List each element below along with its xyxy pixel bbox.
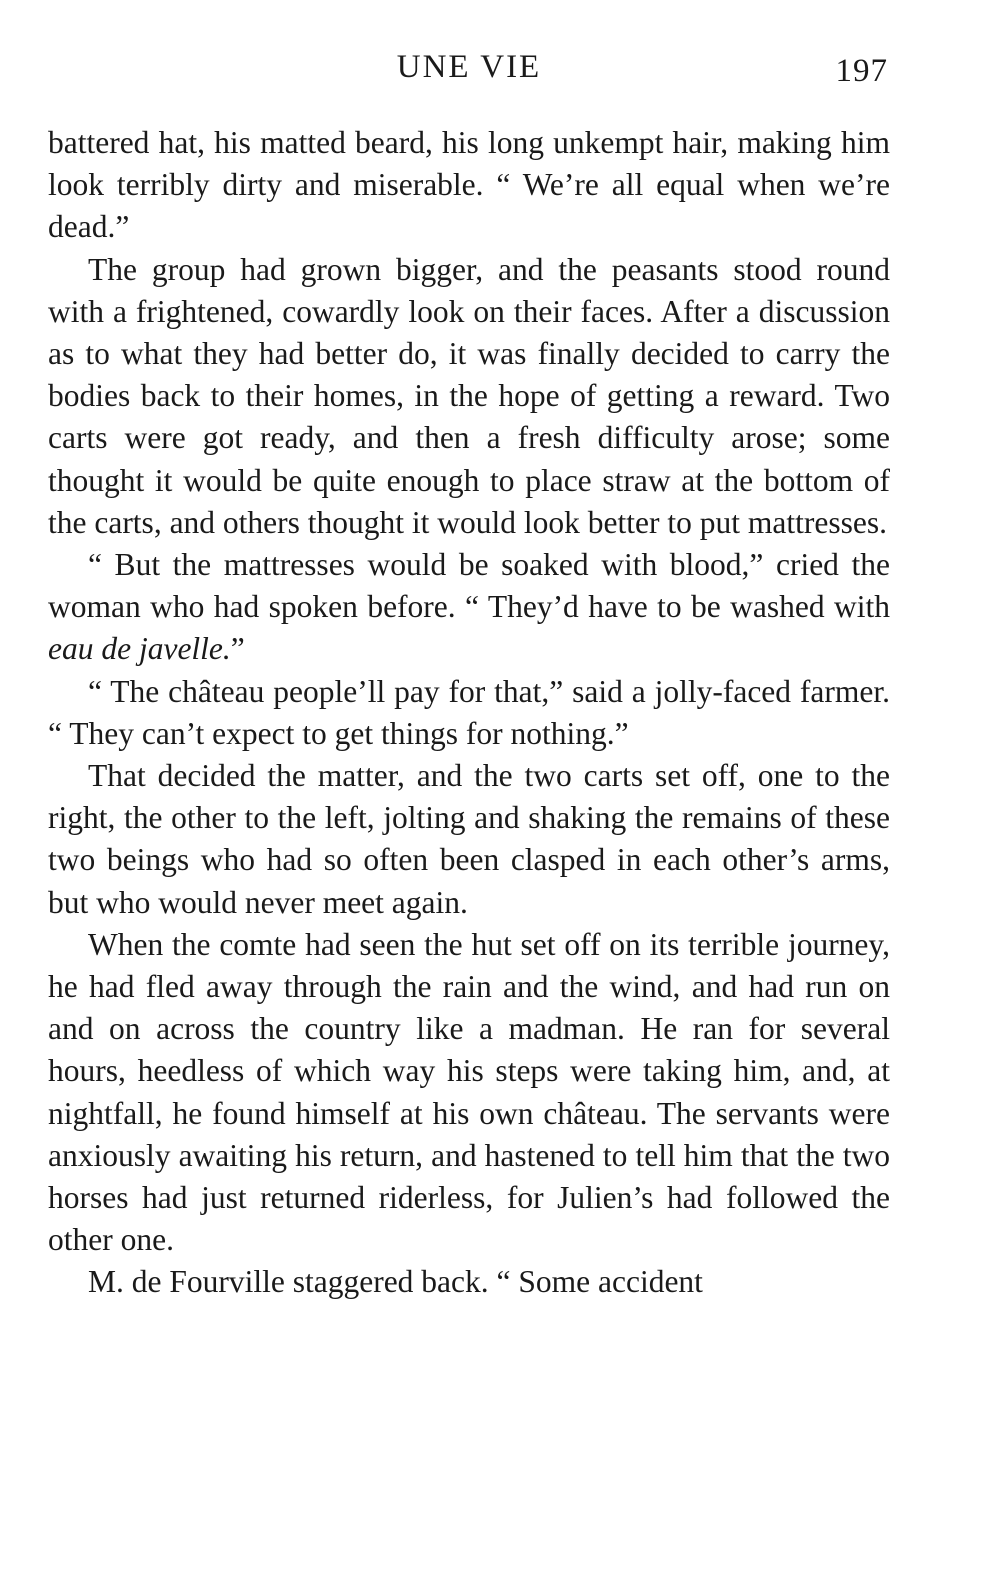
paragraph	[48, 755, 890, 924]
page-number: 197	[835, 53, 888, 89]
text-run: ”	[230, 631, 245, 667]
body-text	[48, 122, 890, 1304]
text-run: The group had grown bigger, and the peasants stood round with a frightened, cowardly look on their faces. After a discussion as to what they had better do, it was finally decided to carry the bodies back to their homes, in the hope of getting a reward. Two carts were got ready, and then a fresh difficulty arose; some thought it would be quite enough to place straw at the bottom of the carts, and others thought it would look better to put mattresses.	[48, 251, 890, 540]
text-run: That decided the matter, and the two carts set off, one to the right, the other to the left, jolting and shaking the remains of these two beings who had so often been clasped in each other’s arms, but who would never meet again.	[48, 758, 890, 920]
italic-phrase: eau de javelle.	[48, 631, 231, 667]
text-run: “ But the mattresses would be soaked with blood,” cried the woman who had spoken before. “ They’d have to be washed with	[48, 547, 890, 625]
paragraph	[48, 671, 890, 755]
text-run: M. de Fourville staggered back. “ Some accident	[88, 1264, 703, 1300]
text-run: battered hat, his matted beard, his long unkempt hair, making him look terribly dirty and miserable. “ We’re all equal when we’re dead.”	[48, 125, 890, 245]
text-run: “ The château people’ll pay for that,” said a jolly-faced farmer. “ They can’t expect to get things for nothing.”	[48, 673, 890, 751]
paragraph	[48, 122, 890, 249]
paragraph	[48, 924, 890, 1262]
running-title: UNE VIE	[396, 49, 542, 85]
text-run: When the comte had seen the hut set off on its terrible journey, he had fled away through the rain and the wind, and had run on and on across the country like a madman. He ran for several hours, heedless of which way his steps were taking him, and, at nightfall, he found himself at his own château. The servants were anxiously awaiting his return, and hastened to tell him that the two horses had just returned riderless, for Julien’s had followed the other one.	[48, 926, 890, 1258]
book-page	[48, 40, 890, 1560]
running-header	[48, 40, 890, 122]
paragraph	[48, 544, 890, 671]
paragraph	[48, 1261, 890, 1303]
paragraph	[48, 249, 890, 544]
